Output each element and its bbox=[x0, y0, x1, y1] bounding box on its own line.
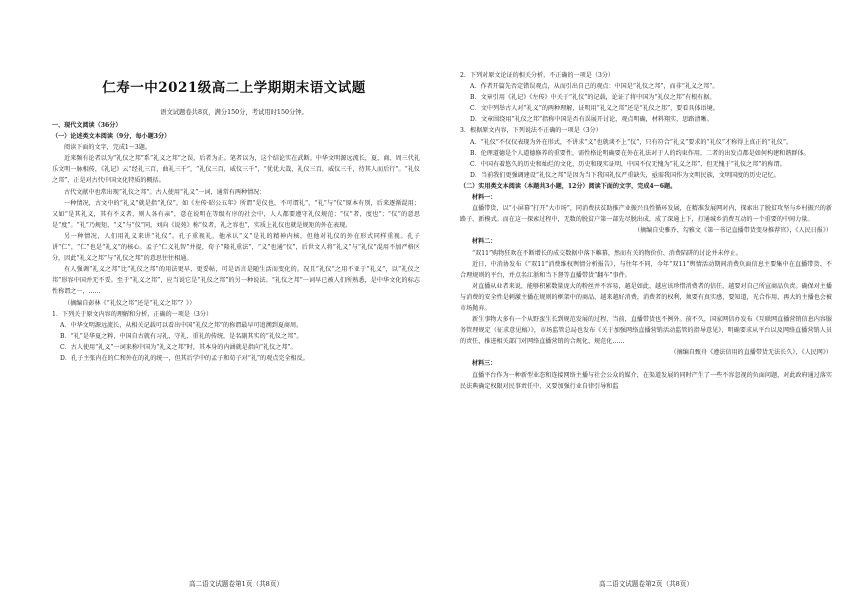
option: D．文章围绕用“礼仪之邦”指称中国是否有误展开讨论，观点明确，材料翔实，思路清晰。 bbox=[470, 116, 713, 124]
source-citation: （摘编自甄舟《遵法信用的直播带货无法长久》，《人民网》） bbox=[670, 349, 832, 357]
source-citation: （摘编自彭林《“礼仪之邦”还是“礼义之邦”？》） bbox=[64, 299, 196, 307]
option: A．“礼仪”不仅仅表现为外在形式，不讲求“义”也就谈不上“仪”，只有符合“礼义”要求的“礼仪”才称得上真正的“礼仪”。 bbox=[470, 138, 793, 146]
paragraph: 对直播从业者来说，能够积累数量庞大的粉丝并不容易，越是如此，越应该珍惜消费者的信任，越要对自己所宣商品负责。确保对主播与消费的安全性是刺激主播在规则的框架中的商品，越来越好消费，消费者的权利，须要有真实感，要知道，光合作用，再大的主播也会被市场抛弃。 bbox=[460, 282, 832, 312]
question-1: 1．下列关于原文内容的理解和分析，正确的一项是（3分） bbox=[52, 310, 213, 318]
paragraph: “双11”购物狂欢在不断增长的成交数据中落下帷幕，然而有关的物价价、消费陷阱的讨论并未停止。 bbox=[472, 249, 742, 257]
option: C．文中列举古人对“礼义”的两种理解，证明用“礼义之邦”还是“礼仪之邦”，要看具体语境。 bbox=[470, 105, 719, 113]
option: B．伦理道德是个人道德修养的重要性，需性格论明确要在外在礼法对于人的约束作用，二者的出发点都是如何构建和谐群体。 bbox=[470, 149, 810, 157]
page-footer: 高二语文试题卷第1页（共8页） bbox=[188, 580, 284, 588]
paragraph: 近来频有论者以为“礼仪之邦”系“礼义之邦”之误，后者为正。笔者以为，这个结论实在武断。中华文明源远流长，夏、商、周三代礼乐文明一脉相传，《礼记》云“经礼三百，曲礼三千”，“礼仪三百，威仪三千”，“优优大哉，礼仪三百，威仪三千，待其人而后行”。“礼仪之邦”，正是对古代中国文化特质的概括。 bbox=[52, 155, 420, 185]
page-footer: 高二语文试题卷第2页（共8页） bbox=[598, 580, 694, 588]
exam-title: 仁寿一中2021级高二上学期期末语文试题 bbox=[102, 80, 366, 96]
material-label: 材料三： bbox=[472, 360, 497, 368]
option: B．“礼”是华夏之粹，中国自古就有习礼、守礼、重礼的传统，是名副其实的“礼仪之邦”。 bbox=[60, 332, 303, 340]
material-label: 材料二： bbox=[472, 238, 497, 246]
left-column-text bbox=[52, 120, 420, 364]
paragraph: 直播平台作为一种新型业态和连接网络主播与社会公众的媒介，在渠道发展的同时产生了一些不容忽视的负面问题，对此政府通过落实民法典确定权限对民事责任中，又要加强行业自律引导和监 bbox=[460, 371, 832, 390]
material-label: 材料一： bbox=[472, 194, 497, 202]
paragraph: 近日，中消协发布《“双11”消费维权舆情分析报告》，与往年不同，今年“双11”舆情活动期间消费负面信息主要集中在直播带货、不合理规则的平台，并点名江浙和当下督等直播带货“翻车”事件。 bbox=[460, 260, 832, 279]
option: C．中国有着悠久的历史和灿烂的文化，历史和现实证明，中国不仅无愧为“礼义之邦”，但无愧于“礼仪之邦”的称谓。 bbox=[470, 160, 786, 168]
question-2: 2．下列对原文论证的相关分析，不正确的一项是（3分） bbox=[460, 72, 615, 79]
section-heading: 一、现代文阅读（36分） bbox=[52, 122, 122, 129]
option: D．孔子主张内在的仁和外在的礼的统一，但其后学中的孟子和荀子对“礼”的观点完全相反。 bbox=[60, 354, 309, 362]
exam-subtitle: 语文试题卷共8页，满分150分，考试用时150分钟。 bbox=[160, 109, 308, 116]
option: D．当前我们更强调建设“礼仪之邦”是因为当下我国礼仪严重缺失，亟需我国作为文明民族，文明国度的历史记忆。 bbox=[470, 171, 780, 179]
option: C．古人使用“礼义”一词来称中国为“礼义之邦”时，其本身的内涵就是指向“礼仪之邦”。 bbox=[60, 343, 297, 351]
option: A．作者开篇先否定错误观点，从而引出自己的观点：中国是“礼仪之邦”，而非“礼义之邦”。 bbox=[470, 83, 719, 91]
question-3: 3．根据原文内容，下列说法不正确的一项是（3分） bbox=[460, 127, 602, 135]
paragraph: 有人强调“礼义之邦”比“礼仪之邦”的用法更早、更妥帖，可是语言是随生活而变化的。况且“礼仪”之用不亚于“礼义”，以“礼仪之邦”形容中国并无不妥。至于“礼义之邦”，应当说它是“礼仪之邦”的另一种说法。“礼仪之邦”一词早已被人们所熟悉，是中华文化的标志性称谓之一，…… bbox=[52, 266, 420, 296]
option: A．中华文明源远流长，从相关记载可以看出中国“礼仪之邦”的称谓最早可追溯到夏商周。 bbox=[60, 321, 303, 329]
source-citation: （摘编自史雅乔、勾雅文《第一书记直播带货变身推荐官》，《人民日报》） bbox=[633, 227, 832, 235]
option: B．文章引用《礼记》《左传》中关于“礼仪”的记载，论证了将中国为“礼仪之邦”有根有据。 bbox=[470, 94, 716, 102]
right-column-text bbox=[460, 70, 832, 392]
paragraph: 古代文献中也常出现“礼仪之邦”。古人使用“礼义”一词，通常有两种情况： bbox=[64, 188, 266, 196]
part-heading: （一）论述类文本阅读（9分，每小题3分） bbox=[52, 133, 171, 141]
reading-intro: 阅读下面的文字，完成1～3题。 bbox=[64, 144, 151, 152]
paragraph: 直播带货，以“小屏幕”打开“大市场”，同消费扶贫助推产业振兴良性循环发展，在精准发展网对内，探索出了脱贫攻坚与乡村振兴的新路子、新模式。而在这一探索过程中，无数的脱贫户第一部先尽脱出成，成了深通上下，打通城乡消费互动的一个重要的中间力量。 bbox=[460, 205, 832, 224]
paragraph: 新生事物大多有一个从野蛮生长到规范发展的过程，当前，直播带货也不例外。前不久，国家网信办发布《互联网直播营销信息内容服务管理规定（征求意见稿）》，市场监管总局也发布《关于加强网络直播营销活动监管的指导意见》，明确要求从平台以及网络直播营销人员的责任，推进相关部门对网络直播营销的合规化、规范化…… bbox=[460, 316, 832, 346]
part-heading: （二）实用类文本阅读（本题共3小题，12分）阅读下面的文字，完成4～6题。 bbox=[460, 182, 677, 190]
paragraph: 另一种情况，人们用礼义来讲“礼仪”。孔子重视礼，他承认“义”是礼的精神内核，但他对礼仪的外在形式同样重视。孔子讲“仁”，“仁”也是“礼义”的核心。孟子“仁义礼智”并提，荀子“隆礼重法”，“义”也通“仪”，后世文人将“礼义”与“礼仪”混用不加严格区分，因此“礼义之邦”与“礼仪之邦”的意思往往相通。 bbox=[52, 232, 420, 263]
paragraph: 一种情况，古文中的“礼义”就是指“礼仪”。如《左传·昭公五年》所谓“是仪也，不可谓礼”，“礼”与“仪”原本有别，后来逐渐混用；又如“是其礼义，其有不义者，则人各有亲”，意在说明在等级有序的社会中，人人都要遵守礼仪规范；“仪”者，度也”；“仪”的意思是“度”。“礼”乃规矩，“义”与“仪”同，刘向《说苑》称“仪者，礼之容也”，实质上礼仪也就是规矩的外在表现。 bbox=[52, 199, 420, 229]
